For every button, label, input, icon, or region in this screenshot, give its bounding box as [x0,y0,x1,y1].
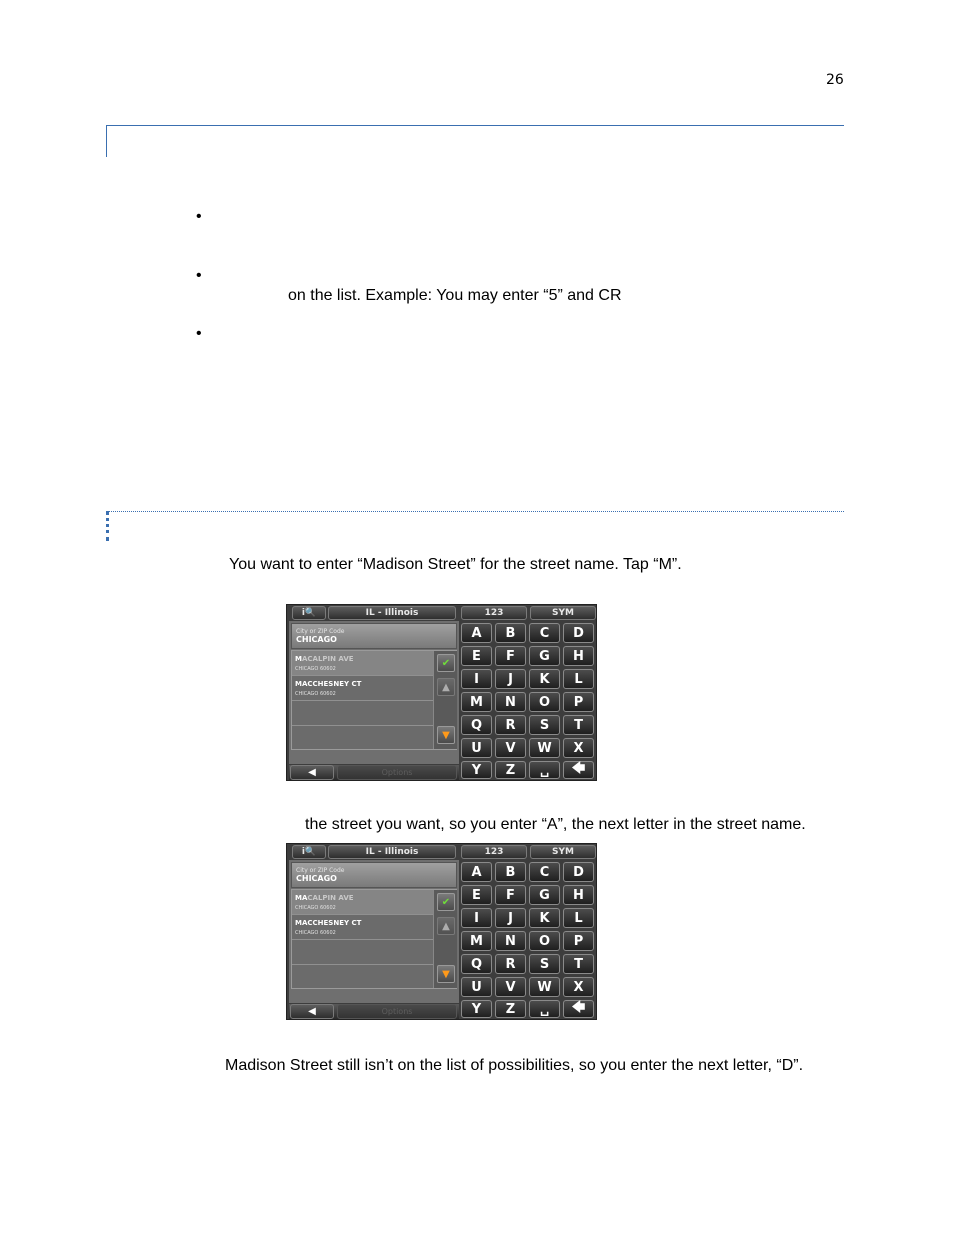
key-p[interactable]: P [563,692,594,712]
key-m[interactable]: M [461,931,492,951]
key-i[interactable]: I [461,908,492,928]
city-value: CHICAGO [296,635,337,644]
list-item [292,940,433,965]
city-field[interactable] [291,862,457,888]
key-y[interactable]: Y [461,761,492,779]
list-item[interactable] [292,915,433,940]
intro-text: You want to enter “Madison Street” for the street name. Tap “M”. [229,556,682,573]
result-name: MACCHESNEY CT [295,680,362,688]
key-t[interactable]: T [563,715,594,735]
mode-123-button[interactable]: 123 [461,606,527,620]
bullet-2-text: on the list. Example: You may enter “5” and CR [288,287,622,304]
check-icon[interactable]: ✔ [437,893,455,911]
result-name: CALPIN AVE [307,894,354,902]
bullet-3: • [196,325,202,342]
result-zip: CHICAGO 60602 [295,905,336,911]
space-key-icon[interactable]: ␣ [529,761,560,779]
scroll-down-icon[interactable]: ▼ [437,726,455,744]
key-v[interactable]: V [495,738,526,758]
keyboard [461,623,596,780]
space-key-icon[interactable]: ␣ [529,1000,560,1018]
back-button[interactable] [290,765,334,780]
key-b[interactable]: B [495,862,526,882]
typed-text: M [295,655,302,663]
key-g[interactable]: G [529,885,560,905]
key-i[interactable]: I [461,669,492,689]
key-d[interactable]: D [563,623,594,643]
scrollbar[interactable] [433,890,457,988]
key-p[interactable]: P [563,931,594,951]
city-label: City or ZIP Code [296,867,345,874]
list-item [292,701,433,726]
key-u[interactable]: U [461,977,492,997]
page-number: 26 [826,72,844,88]
list-item[interactable] [292,651,433,676]
backspace-key-icon[interactable]: 🡄 [563,761,594,779]
gps-screen-1 [286,604,597,781]
key-f[interactable]: F [495,885,526,905]
city-field[interactable] [291,623,457,649]
key-q[interactable]: Q [461,715,492,735]
options-button[interactable]: Options [337,765,457,780]
back-button[interactable] [290,1004,334,1019]
key-r[interactable]: R [495,715,526,735]
info-search-icon: i🔍 [301,608,317,618]
scroll-down-icon[interactable]: ▼ [437,965,455,983]
info-search-button[interactable] [292,606,326,620]
key-e[interactable]: E [461,646,492,666]
info-search-button[interactable] [292,845,326,859]
list-item[interactable] [292,676,433,701]
key-e[interactable]: E [461,885,492,905]
key-z[interactable]: Z [495,761,526,779]
key-s[interactable]: S [529,715,560,735]
key-a[interactable]: A [461,862,492,882]
result-name: MACCHESNEY CT [295,919,362,927]
key-o[interactable]: O [529,931,560,951]
result-zip: CHICAGO 60602 [295,930,336,936]
key-g[interactable]: G [529,646,560,666]
key-l[interactable]: L [563,908,594,928]
bullet-1: • [196,208,202,225]
key-o[interactable]: O [529,692,560,712]
key-m[interactable]: M [461,692,492,712]
after-first-text: the street you want, so you enter “A”, the next letter in the street name. [305,816,806,833]
bottom-bar [289,1004,459,1019]
key-v[interactable]: V [495,977,526,997]
key-c[interactable]: C [529,623,560,643]
mode-123-button[interactable]: 123 [461,845,527,859]
key-u[interactable]: U [461,738,492,758]
key-a[interactable]: A [461,623,492,643]
check-icon[interactable]: ✔ [437,654,455,672]
scroll-up-icon[interactable]: ▲ [437,678,455,696]
key-x[interactable]: X [563,977,594,997]
key-d[interactable]: D [563,862,594,882]
key-f[interactable]: F [495,646,526,666]
key-s[interactable]: S [529,954,560,974]
result-zip: CHICAGO 60602 [295,691,336,697]
list-item[interactable] [292,890,433,915]
back-icon: ◀ [308,767,316,778]
results-panel [289,621,459,764]
key-h[interactable]: H [563,646,594,666]
key-r[interactable]: R [495,954,526,974]
key-n[interactable]: N [495,931,526,951]
section-rule [106,125,844,157]
key-w[interactable]: W [529,977,560,997]
keyboard [461,862,596,1019]
results-list [291,650,457,750]
key-n[interactable]: N [495,692,526,712]
results-panel [289,860,459,1003]
key-j[interactable]: J [495,908,526,928]
scrollbar[interactable] [433,651,457,749]
mode-sym-button[interactable]: SYM [530,845,596,859]
results-list [291,889,457,989]
key-j[interactable]: J [495,669,526,689]
typed-text: MA [295,894,308,902]
backspace-key-icon[interactable]: 🡄 [563,1000,594,1018]
key-h[interactable]: H [563,885,594,905]
mode-sym-button[interactable]: SYM [530,606,596,620]
scroll-up-icon[interactable]: ▲ [437,917,455,935]
state-button[interactable]: IL - Illinois [328,845,456,859]
key-c[interactable]: C [529,862,560,882]
info-search-icon: i🔍 [301,847,317,857]
key-l[interactable]: L [563,669,594,689]
key-x[interactable]: X [563,738,594,758]
city-value: CHICAGO [296,874,337,883]
key-y[interactable]: Y [461,1000,492,1018]
city-label: City or ZIP Code [296,628,345,635]
key-k[interactable]: K [529,669,560,689]
bottom-bar [289,765,459,780]
section-rule-dotted [106,511,844,541]
result-zip: CHICAGO 60602 [295,666,336,672]
gps-screen-2 [286,843,597,1020]
key-k[interactable]: K [529,908,560,928]
options-button[interactable]: Options [337,1004,457,1019]
back-icon: ◀ [308,1006,316,1017]
key-q[interactable]: Q [461,954,492,974]
key-z[interactable]: Z [495,1000,526,1018]
state-button[interactable]: IL - Illinois [328,606,456,620]
after-second-text: Madison Street still isn’t on the list of possibilities, so you enter the next letter, “D”. [225,1057,804,1074]
key-b[interactable]: B [495,623,526,643]
result-name: ACALPIN AVE [301,655,354,663]
bullet-2: • [196,267,202,284]
key-w[interactable]: W [529,738,560,758]
key-t[interactable]: T [563,954,594,974]
